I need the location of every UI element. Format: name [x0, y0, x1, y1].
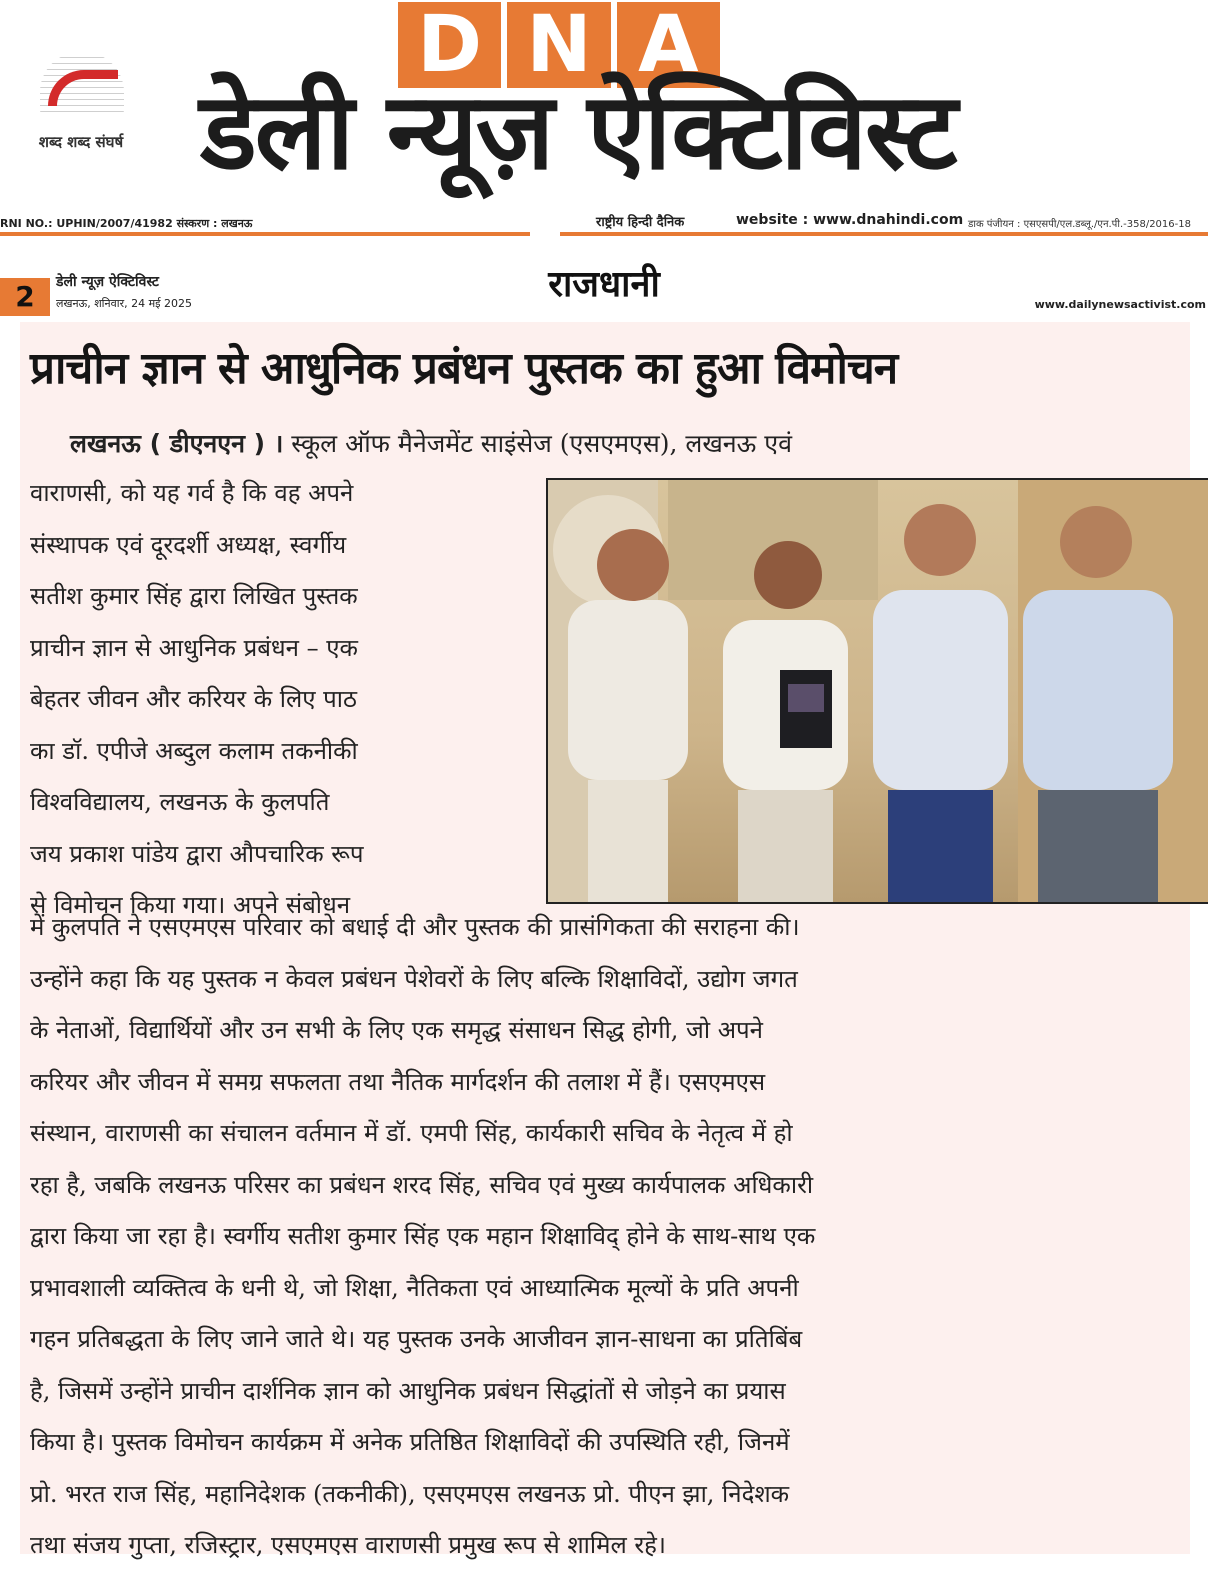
masthead-website: website : www.dnahindi.com [736, 212, 964, 228]
strip-website: www.dailynewsactivist.com [1034, 298, 1206, 311]
strip-paper-name: डेली न्यूज़ ऐक्टिविस्ट [56, 274, 159, 290]
article-body [30, 902, 1180, 1572]
article-line: तथा संजय गुप्ता, रजिस्ट्रार, एसएमएस वाराणसी प्रमुख रूप से शामिल रहे। [30, 1531, 667, 1559]
article-line: संस्थान, वाराणसी का संचालन वर्तमान में डॉ. एमपी सिंह, कार्यकारी सचिव के नेतृत्व में हो [30, 1119, 793, 1147]
masthead-rule-left [0, 232, 530, 236]
article-line: विश्वविद्यालय, लखनऊ के कुलपति [30, 788, 330, 816]
article-line: में कुलपति ने एसएमएस परिवार को बधाई दी और पुस्तक की प्रासंगिकता की सराहना की। [30, 913, 800, 941]
article-line: के नेताओं, विद्यार्थियों और उन सभी के लिए एक समृद्ध संसाधन सिद्ध होगी, जो अपने [30, 1016, 763, 1044]
article-line: गहन प्रतिबद्धता के लिए जाने जाते थे। यह पुस्तक उनके आजीवन ज्ञान-साधना का प्रतिबिंब [30, 1325, 803, 1353]
article-headline: प्राचीन ज्ञान से आधुनिक प्रबंधन पुस्तक का हुआ विमोचन [30, 343, 898, 394]
article-photo [546, 478, 1208, 904]
article-lead-text: स्कूल ऑफ मैनेजमेंट साइंसेज (एसएमएस), लखनऊ एवं [283, 429, 792, 458]
article-lead [70, 420, 1180, 468]
photo-illustration [548, 480, 1208, 902]
masthead-title: डेली न्यूज़ ऐक्टिविस्ट [200, 70, 956, 193]
section-title: राजधानी [548, 264, 660, 305]
article-line: से विमोचन किया गया। अपने संबोधन [30, 891, 351, 919]
article-line: प्राचीन ज्ञान से आधुनिक प्रबंधन – एक [30, 633, 358, 662]
article-line: बेहतर जीवन और करियर के लिए पाठ [30, 685, 357, 713]
newspaper-emblem [22, 48, 140, 158]
article-line: किया है। पुस्तक विमोचन कार्यक्रम में अनेक प्रतिष्ठित शिक्षाविदों की उपस्थिति रही, जिनमें [30, 1428, 790, 1456]
article-line: करियर और जीवन में समग्र सफलता तथा नैतिक मार्गदर्शन की तलाश में हैं। एसएमएस [30, 1067, 766, 1096]
article-column-text [30, 468, 530, 932]
article-line: सतीश कुमार सिंह द्वारा लिखित पुस्तक [30, 582, 358, 610]
page-number: 2 [0, 278, 50, 316]
strip-date-line: लखनऊ, शनिवार, 24 मई 2025 [56, 297, 193, 310]
article-line: वाराणसी, को यह गर्व है कि वह अपने [30, 479, 354, 507]
emblem-tagline: शब्द शब्द संघर्ष [38, 133, 124, 151]
dna-logo-letter: D [398, 2, 501, 88]
article-line: संस्थापक एवं दूरदर्शी अध्यक्ष, स्वर्गीय [30, 530, 347, 559]
article-line: जय प्रकाश पांडेय द्वारा औपचारिक रूप [30, 839, 364, 868]
masthead-rule-right [560, 232, 1208, 236]
article-line: द्वारा किया जा रहा है। स्वर्गीय सतीश कुमार सिंह एक महान शिक्षाविद् होने के साथ-साथ एक [30, 1222, 816, 1250]
article-line: उन्होंने कहा कि यह पुस्तक न केवल प्रबंधन पेशेवरों के लिए बल्कि शिक्षाविदों, उद्योग जगत [30, 964, 798, 993]
article-line: का डॉ. एपीजे अब्दुल कलाम तकनीकी [30, 736, 358, 765]
article-dateline: लखनऊ ( डीएनएन ) । [70, 429, 284, 458]
article [20, 322, 1190, 1559]
rni-number: RNI NO.: UPHIN/2007/41982 संस्करण : लखनऊ [0, 217, 253, 230]
national-daily-label: राष्ट्रीय हिन्दी दैनिक [596, 215, 685, 230]
dna-logo-letter: N [507, 2, 610, 88]
dna-logo-letter: A [617, 2, 720, 88]
article-line: प्रो. भरत राज सिंह, महानिदेशक (तकनीकी), एसएमएस लखनऊ प्रो. पीएन झा, निदेशक [30, 1479, 790, 1508]
article-line: है, जिसमें उन्होंने प्राचीन दार्शनिक ज्ञान को आधुनिक प्रबंधन सिद्धांतों से जोड़ने का प्रयास [30, 1376, 786, 1405]
postal-registration: डाक पंजीयन : एसएसपी/एल.डब्लू./एन.पी.-358/2016-18 [968, 219, 1191, 230]
article-line: प्रभावशाली व्यक्तित्व के धनी थे, जो शिक्षा, नैतिकता एवं आध्यात्मिक मूल्यों के प्रति अपनी [30, 1273, 799, 1302]
article-line: रहा है, जबकि लखनऊ परिसर का प्रबंधन शरद सिंह, सचिव एवं मुख्य कार्यपालक अधिकारी [30, 1170, 814, 1199]
